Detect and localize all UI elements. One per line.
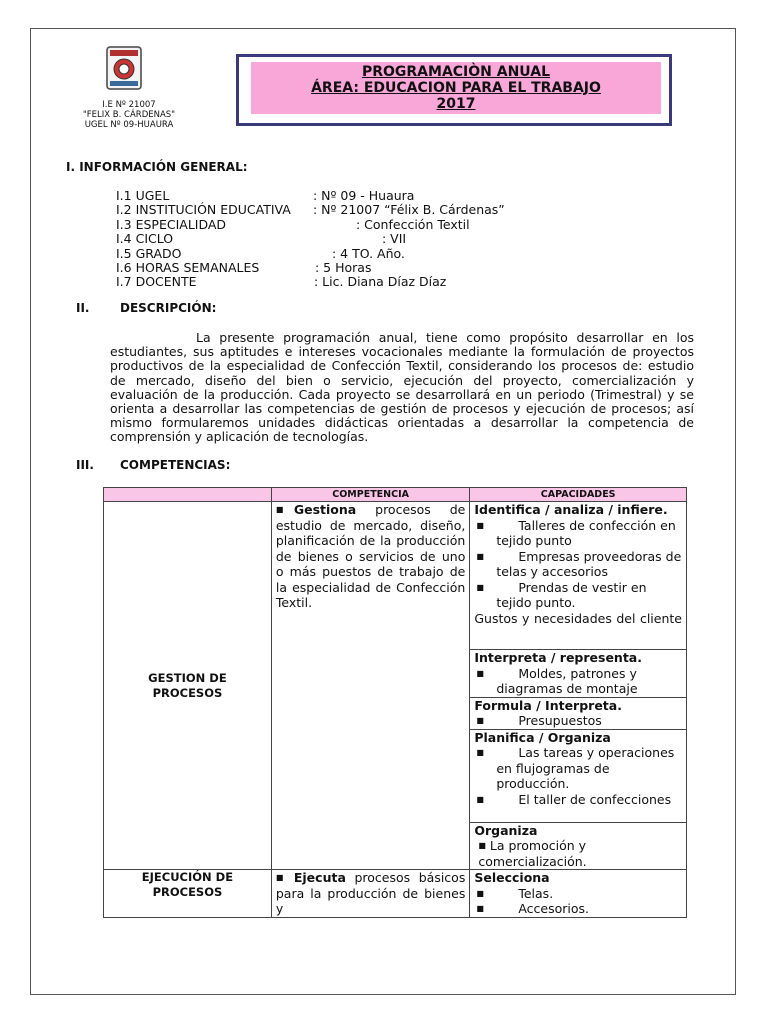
process-name-gestion: GESTION DE PROCESOS — [104, 502, 272, 870]
info-label: I.2 INSTITUCIÓN EDUCATIVA — [116, 202, 291, 218]
section-3-heading: COMPETENCIAS: — [120, 458, 231, 472]
list-item: ■ Telas. — [476, 885, 554, 901]
info-label: I.5 GRADO — [116, 245, 182, 261]
list-item: ■ Presupuestos — [476, 713, 602, 728]
bullet-icon: ■ — [476, 668, 484, 678]
info-value: : 5 Horas — [315, 259, 372, 275]
cap-extra: Gustos y necesidades del cliente — [474, 610, 682, 626]
process-name-ejecucion: EJECUCIÓN DE PROCESOS — [104, 870, 272, 918]
competencia-gestion — [271, 502, 469, 870]
title-line-3: 2017 — [436, 96, 476, 112]
info-value: : Confección Textil — [356, 216, 470, 232]
capacidad-formula — [470, 697, 687, 729]
cap-title: Formula / Interpreta. — [474, 697, 622, 713]
table-row — [104, 870, 687, 918]
table-header-row — [104, 488, 687, 502]
school-line-2: "FELIX B. CÁRDENAS" — [82, 110, 176, 120]
info-value: : Lic. Diana Díaz Díaz — [314, 274, 447, 290]
table-row — [104, 502, 687, 650]
list-item: ■ La promoción y comercialización. — [478, 838, 587, 869]
header-capacidades: CAPACIDADES — [470, 488, 687, 502]
title-line-1: PROGRAMACIÒN ANUAL — [361, 64, 551, 80]
comp-verb: Ejecuta — [293, 870, 346, 885]
school-crest-icon — [106, 46, 142, 90]
section-2-heading: DESCRIPCIÓN: — [120, 301, 217, 315]
section-2-number: II. — [76, 301, 90, 315]
info-label: I.4 CICLO — [116, 231, 174, 247]
cap-title: Identifica / analiza / infiere. — [474, 502, 668, 517]
description-paragraph — [110, 331, 694, 445]
bullet-icon: ■ — [478, 841, 486, 850]
capacidad-planifica — [470, 729, 687, 822]
section-1-heading: I. INFORMACIÓN GENERAL: — [66, 160, 248, 174]
info-value: : VII — [382, 231, 407, 247]
info-label: I.6 HORAS SEMANALES — [116, 259, 260, 275]
bullet-icon: ■ — [476, 582, 484, 592]
cap-title: Selecciona — [474, 870, 550, 885]
bullet-icon: ■ — [476, 794, 484, 804]
cap-title: Interpreta / representa. — [474, 650, 642, 665]
info-label: I.7 DOCENTE — [116, 274, 197, 290]
comp-text: procesos de estudio de mercado, diseño, planificación de la producción de bienes o servicios de uno o más puestos de trabajo de la especialidad de Confección Textil. — [275, 502, 466, 610]
title-banner — [251, 62, 661, 114]
bullet-icon: ■ — [275, 505, 284, 514]
header-empty-cell — [104, 488, 272, 502]
competencias-table — [103, 487, 687, 918]
bullet-icon: ■ — [275, 873, 284, 882]
list-item: ■ Moldes, patrones y diagramas de montaje — [476, 665, 638, 696]
description-text: La presente programación anual, tiene como propósito desarrollar en los estudiantes, sus aptitudes e intereses vocacionales mediante la formulación de proyectos productivos de la especialidad de Confección Textil, considerando los procesos de: estudio de mercado, diseño del bien o servicio, ejecución del proyecto, comercialización y evaluación de la producción. Cada proyecto se desarrollará en un periodo (Trimestral) y se orienta a desarrollar las competencias de gestión de procesos y ejecución de procesos; así mismo formularemos unidades didácticas orientadas a desarrollar la competencia de comprensión y aplicación de tecnologías. — [110, 330, 694, 445]
list-item: ■ El taller de confecciones — [476, 791, 672, 807]
section-3-number: III. — [76, 458, 94, 472]
capacidad-identifica — [470, 502, 687, 650]
comp-verb: Gestiona — [293, 502, 357, 517]
cap-title: Planifica / Organiza — [474, 729, 611, 745]
bullet-icon: ■ — [476, 716, 484, 725]
header-competencia: COMPETENCIA — [271, 488, 469, 502]
comp-text: procesos básicos para la producción de bienes y — [275, 870, 466, 916]
list-item: ■ Las tareas y operaciones en flujogramas de producción. — [476, 745, 675, 791]
competencia-ejecucion — [271, 870, 469, 918]
info-label: I.3 ESPECIALIDAD — [116, 216, 227, 232]
info-value: : Nº 21007 “Félix B. Cárdenas” — [313, 202, 505, 218]
list-item: ■ Empresas proveedoras de telas y accesorios — [476, 548, 682, 579]
capacidad-organiza — [470, 822, 687, 870]
school-info — [68, 100, 190, 130]
school-line-1: I.E Nº 21007 — [102, 100, 156, 110]
capacidad-interpreta — [470, 650, 687, 698]
cap-title: Organiza — [474, 822, 538, 838]
capacidad-selecciona — [470, 870, 687, 918]
bullet-icon: ■ — [476, 520, 484, 530]
title-box — [236, 54, 672, 126]
bullet-icon: ■ — [476, 904, 484, 913]
school-line-3: UGEL Nº 09-HUAURA — [84, 120, 174, 130]
bullet-icon: ■ — [476, 888, 484, 898]
info-value: : Nº 09 - Huaura — [313, 188, 415, 203]
bullet-icon: ■ — [476, 551, 484, 561]
list-item: ■ Accesorios. — [476, 901, 590, 916]
info-value: : 4 TO. Año. — [332, 245, 405, 261]
bullet-icon: ■ — [476, 748, 484, 757]
title-line-2: ÁREA: EDUCACION PARA EL TRABAJO — [311, 80, 601, 96]
list-item: ■ Prendas de vestir en tejido punto. — [476, 579, 647, 610]
list-item: ■ Talleres de confección en tejido punto — [476, 517, 676, 548]
info-label: I.1 UGEL — [116, 188, 170, 203]
